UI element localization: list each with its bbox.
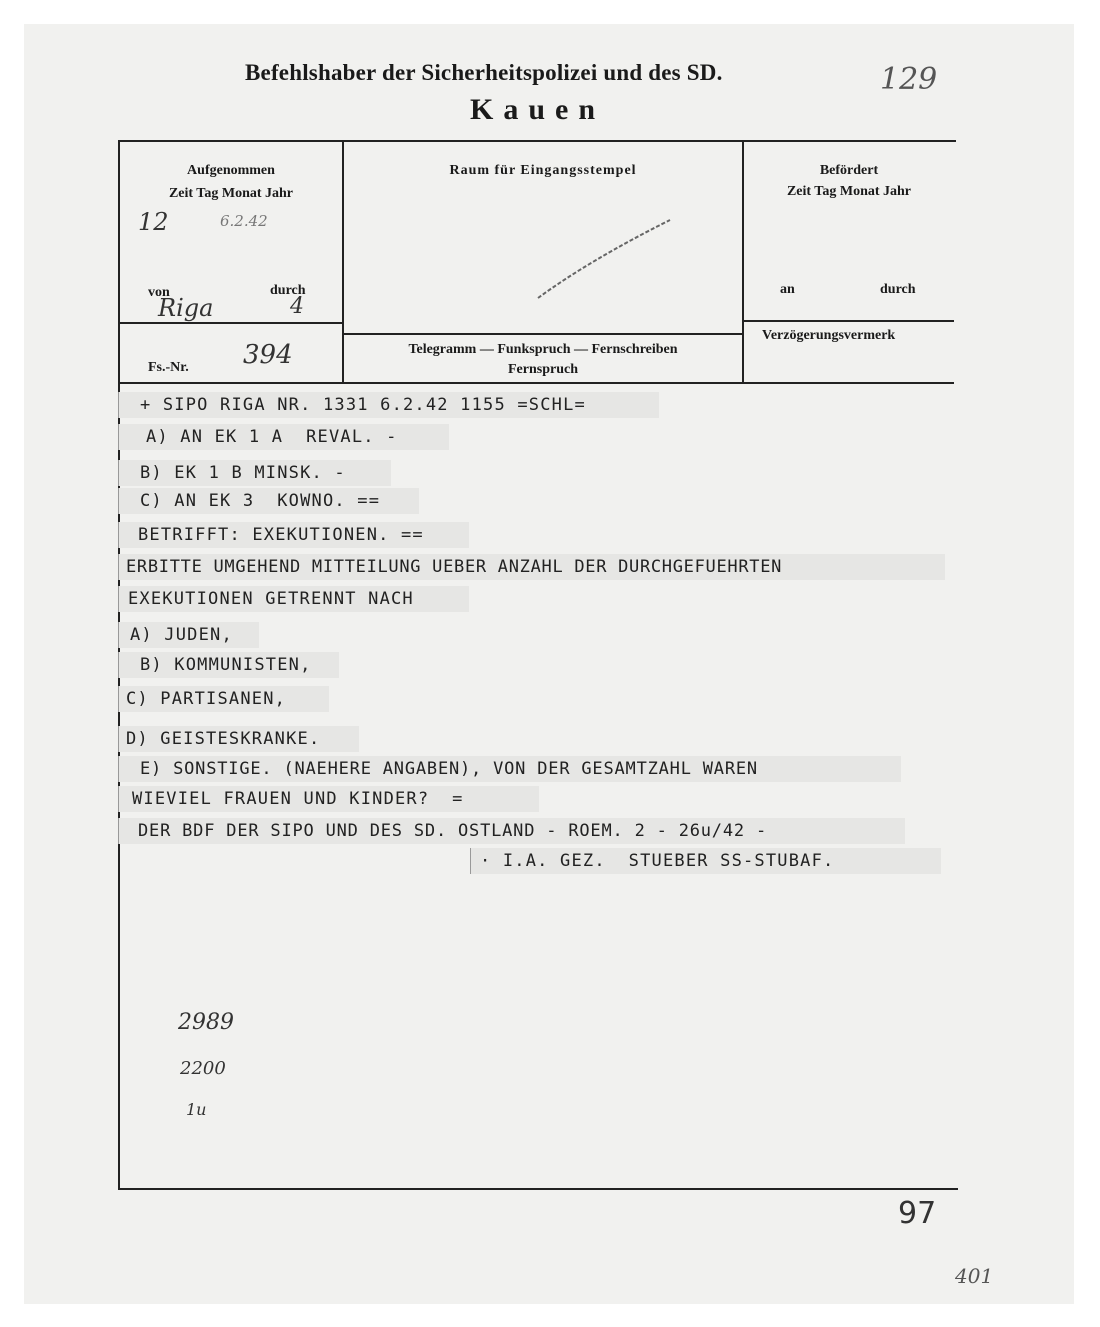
transmission-method-phone: Fernspruch xyxy=(508,362,578,377)
header-city: Kauen xyxy=(470,93,606,126)
form-hline-right xyxy=(742,320,954,322)
received-columns: Zeit Tag Monat Jahr xyxy=(168,186,294,201)
von-value-handwritten: Riga xyxy=(158,294,214,322)
message-line: WIEVIEL FRAUEN UND KINDER? = xyxy=(132,789,464,809)
message-line: C) AN EK 3 KOWNO. == xyxy=(140,491,381,511)
durch2-label: durch xyxy=(880,282,916,297)
received-mark-handwritten: 12 xyxy=(138,208,169,236)
stamp-space-label: Raum für Eingangsstempel xyxy=(449,163,637,178)
forwarded-columns: Zeit Tag Monat Jahr xyxy=(786,184,912,199)
durch-value-handwritten: 4 xyxy=(290,294,304,319)
message-line: A) JUDEN, xyxy=(130,625,233,645)
fs-nr-label: Fs.-Nr. xyxy=(148,360,189,375)
form-hline-mid xyxy=(342,333,744,335)
message-line: B) EK 1 B MINSK. - xyxy=(140,463,346,483)
received-date-handwritten: 6.2.42 xyxy=(220,212,268,230)
page-number: 97 xyxy=(898,1196,937,1231)
folio-number: 129 xyxy=(880,62,938,97)
message-line: C) PARTISANEN, xyxy=(126,689,287,709)
form-bottom-rule xyxy=(118,382,954,384)
durch-label: durch xyxy=(270,283,306,298)
an-label: an xyxy=(780,282,795,297)
message-signature: · I.A. GEZ. STUEBER SS-STUBAF. xyxy=(480,851,835,871)
message-line: DER BDF DER SIPO UND DES SD. OSTLAND - ROEM. 2 - 26u/42 - xyxy=(138,821,767,841)
archive-number: 401 xyxy=(955,1264,994,1288)
header-title: Befehlshaber der Sicherheitspolizei und des SD. xyxy=(245,60,723,85)
fs-nr-value-handwritten: 394 xyxy=(243,340,293,370)
message-line: EXEKUTIONEN GETRENNT NACH xyxy=(128,589,414,609)
received-heading: Aufgenommen xyxy=(187,163,275,178)
message-line: D) GEISTESKRANKE. xyxy=(126,729,321,749)
message-line: A) AN EK 1 A REVAL. - xyxy=(146,427,398,447)
message-line: ERBITTE UMGEHEND MITTEILUNG UEBER ANZAHL DER DURCHGEFUEHRTEN xyxy=(126,557,783,577)
transmission-methods: Telegramm — Funkspruch — Fernschreiben xyxy=(408,342,678,357)
delay-label: Verzögerungsvermerk xyxy=(762,328,896,343)
message-line: BETRIFFT: EXEKUTIONEN. == xyxy=(138,525,424,545)
handwritten-note: 1u xyxy=(186,1100,207,1119)
message-line: + SIPO RIGA NR. 1331 6.2.42 1155 =SCHL= xyxy=(140,395,586,415)
form-top-border xyxy=(118,140,956,142)
handwritten-note: 2200 xyxy=(180,1058,226,1079)
stamp-pencil-mark xyxy=(530,210,680,305)
message-line: E) SONSTIGE. (NAEHERE ANGABEN), VON DER GESAMTZAHL WAREN xyxy=(140,759,758,779)
message-line: B) KOMMUNISTEN, xyxy=(140,655,312,675)
form-hline-left xyxy=(118,322,344,324)
forwarded-heading: Befördert xyxy=(819,163,879,178)
form-bottom-border xyxy=(118,1188,958,1190)
handwritten-note: 2989 xyxy=(178,1010,234,1035)
von-label: von xyxy=(148,285,170,300)
